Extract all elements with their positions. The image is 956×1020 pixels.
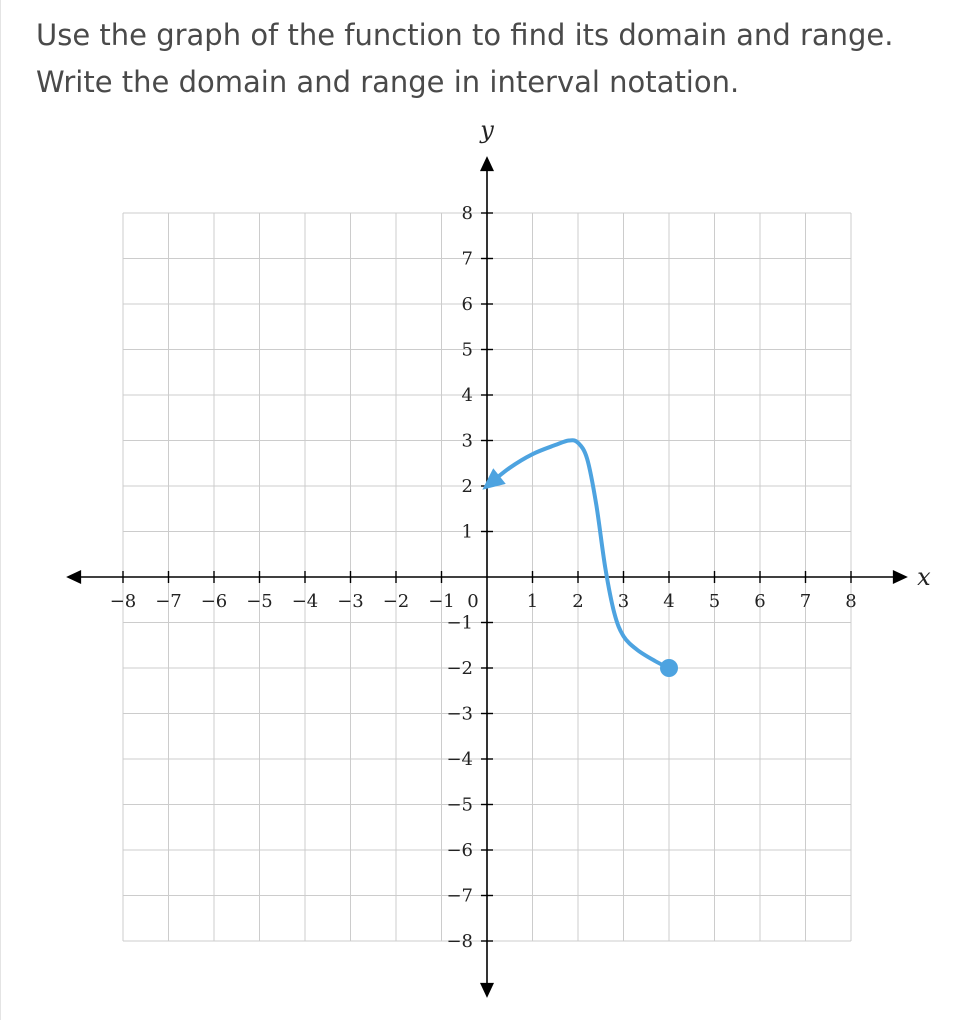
axes [66, 156, 908, 998]
y-tick-label: −7 [446, 885, 473, 907]
y-tick-label: 6 [461, 294, 473, 315]
tick-labels [110, 116, 931, 952]
x-tick-label: 1 [526, 591, 539, 612]
y-tick-label: 4 [461, 385, 473, 406]
x-tick-label: −2 [382, 591, 410, 612]
y-tick-label: 7 [461, 248, 473, 270]
y-tick-label: −2 [446, 658, 473, 679]
y-tick-label: −4 [446, 749, 473, 770]
y-tick-label: −3 [446, 703, 473, 725]
x-tick-label: −1 [428, 591, 455, 612]
y-tick-label: −6 [446, 840, 473, 861]
y-tick-label: −8 [446, 931, 473, 952]
x-tick-label: 8 [845, 591, 857, 612]
question-line-2: Write the domain and range in interval notation. [36, 65, 740, 99]
y-tick-label: 8 [461, 203, 473, 224]
x-tick-label: 7 [799, 591, 812, 612]
x-tick-label: −3 [337, 591, 364, 612]
y-axis-arrow-down-icon [480, 983, 494, 998]
curve-endpoint-dot [660, 659, 678, 677]
question-line-1: Use the graph of the function to find its domain and range. [36, 18, 894, 52]
y-tick-label: 5 [461, 339, 473, 361]
x-tick-label: 6 [754, 591, 766, 612]
x-tick-label: 0 [467, 591, 479, 612]
x-axis-arrow-left-icon [66, 570, 81, 584]
x-tick-label: 3 [617, 591, 630, 612]
x-tick-label: −7 [155, 591, 182, 612]
x-tick-label: −6 [200, 591, 228, 612]
function-curve [482, 440, 678, 677]
x-tick-label: 5 [708, 591, 721, 612]
y-axis-label: y [480, 116, 494, 145]
y-tick-label: 2 [461, 476, 473, 497]
x-tick-label: −4 [291, 591, 319, 612]
x-tick-label: 2 [572, 591, 584, 612]
x-tick-label: −8 [109, 591, 137, 612]
y-tick-label: −1 [446, 612, 473, 634]
x-axis-label: x [917, 563, 931, 591]
y-tick-label: 1 [461, 521, 473, 543]
y-axis-arrow-up-icon [480, 156, 494, 171]
x-tick-label: 4 [663, 591, 675, 612]
y-tick-label: 3 [461, 430, 473, 452]
x-axis-arrow-right-icon [893, 570, 908, 584]
x-tick-label: −5 [246, 591, 273, 612]
y-tick-label: −5 [446, 794, 473, 816]
